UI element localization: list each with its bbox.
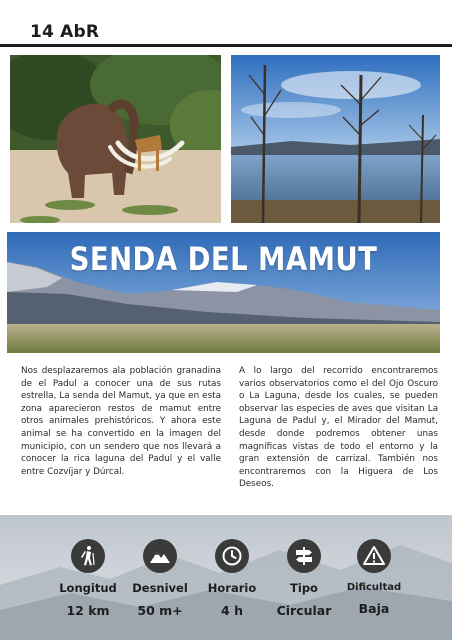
stat-length bbox=[48, 539, 128, 618]
stat-difficulty bbox=[334, 539, 414, 616]
stat-length-value: 12 km bbox=[66, 603, 110, 618]
warning-icon bbox=[357, 539, 391, 573]
stat-duration-label: Horario bbox=[207, 581, 257, 595]
stat-elevation-label: Desnivel bbox=[132, 581, 188, 595]
stat-length-label: Longitud bbox=[59, 581, 117, 595]
route-stats-footer bbox=[0, 515, 452, 640]
intro-text-right: A lo largo del recorrido encontraremos varios observatorios como el del Ojo Oscuro o La Laguna, desde los cuales, se pueden observar las especies de aves que visitan La Laguna de Padul y, el Mirador del Mamut, desde donde podremos obtener unas magníficas vistas de todo el entorno y la gran extensión de carrizal. También nos encontraremos con la Higuera de Los Deseos. bbox=[239, 366, 438, 490]
stat-duration bbox=[192, 539, 272, 618]
hiker-icon bbox=[71, 539, 105, 573]
banner-title: SENDA DEL MAMUT bbox=[69, 240, 378, 278]
stat-elevation bbox=[120, 539, 200, 618]
mountain-icon bbox=[143, 539, 177, 573]
stat-type-label: Tipo bbox=[290, 581, 318, 595]
stat-type-value: Circular bbox=[276, 603, 332, 618]
mammoth-photo bbox=[10, 55, 221, 223]
header-divider bbox=[0, 44, 452, 47]
intro-text-left: Nos desplazaremos ala población granadina de el Padul a conocer una de sus rutas estrella, La senda del Mamut, ya que en esta zona aparecieron restos de mamut entre otros animales prehistóricos. Y ahora este animal se ha convertido en la imagen del municipio, con un sendero que nos llevará a conocer la rica laguna del Padul y el valle entre Cozvíjar y Dúrcal. bbox=[21, 366, 221, 477]
lagoon-photo bbox=[231, 55, 440, 223]
signpost-icon bbox=[287, 539, 321, 573]
stat-difficulty-value: Baja bbox=[358, 601, 390, 616]
stat-duration-value: 4 h bbox=[221, 603, 243, 618]
clock-icon bbox=[215, 539, 249, 573]
stat-type bbox=[264, 539, 344, 618]
stat-difficulty-label: Dificultad bbox=[346, 582, 402, 593]
stat-elevation-value: 50 m+ bbox=[137, 603, 183, 618]
page-date: 14 AbR bbox=[30, 22, 100, 42]
